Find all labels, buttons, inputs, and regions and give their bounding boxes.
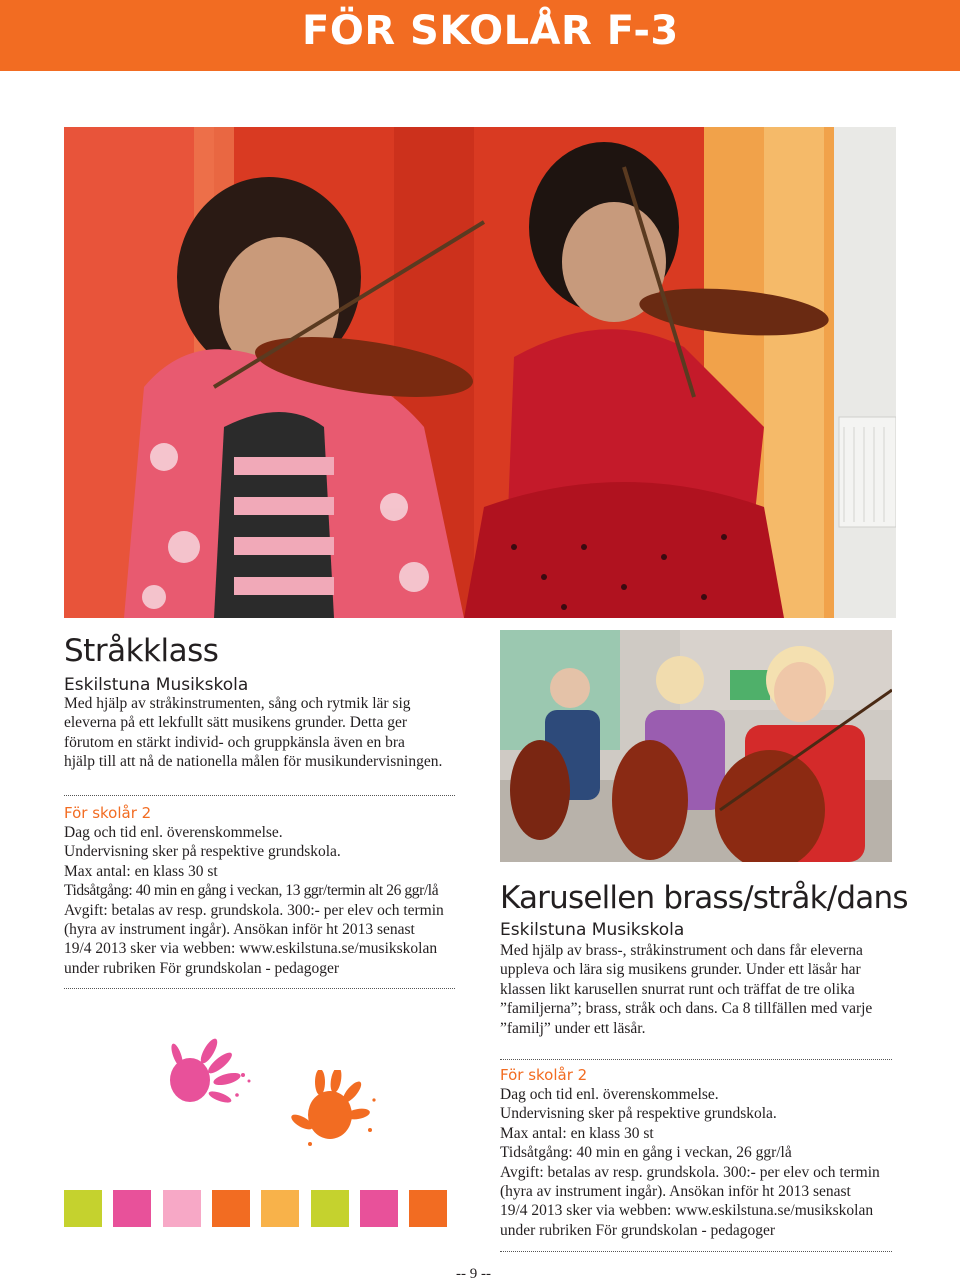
section-details [500, 1085, 880, 1240]
color-swatch [64, 1190, 102, 1227]
detail-line: Dag och tid enl. överenskommelse. [500, 1086, 719, 1103]
detail-line: (hyra av instrument ingår). Ansökan inför ht 2013 senast [64, 921, 415, 939]
violin-girls-photo [64, 127, 896, 618]
detail-line: (hyra av instrument ingår). Ansökan inför ht 2013 senast [500, 1183, 851, 1201]
section-title-strakklass: Stråkklass [64, 633, 219, 669]
grade-label: För skolår 2 [500, 1066, 588, 1084]
intro-line: eleverna på ett lekfullt sätt musikens grunder. Detta ger [64, 714, 408, 732]
intro-line: ”familj” under ett läsår. [500, 1019, 646, 1037]
color-swatch [261, 1190, 299, 1227]
page-number: -- 9 -- [456, 1266, 491, 1282]
detail-line: Undervisning sker på respektive grundskola. [500, 1105, 777, 1123]
intro-line: Med hjälp av stråkinstrumenten, sång och rytmik lär sig [64, 695, 411, 712]
color-swatch [360, 1190, 398, 1227]
detail-line: Undervisning sker på respektive grundskola. [64, 843, 341, 861]
section-intro [64, 694, 442, 772]
pink-handprint-icon [165, 1035, 257, 1110]
section-intro [500, 941, 872, 1038]
color-swatch [311, 1190, 349, 1227]
color-swatch [113, 1190, 151, 1227]
detail-line: 19/4 2013 sker via webben: www.eskilstuna.se/musikskolan [64, 940, 438, 958]
dotted-divider [500, 1251, 892, 1253]
dotted-divider [500, 1059, 892, 1061]
detail-line: Max antal: en klass 30 st [500, 1124, 654, 1142]
page-title: FÖR SKOLÅR F-3 [302, 8, 679, 54]
orange-handprint-icon [290, 1070, 382, 1150]
detail-line: Max antal: en klass 30 st [64, 862, 218, 880]
intro-line: förutom en stärkt individ- och gruppkänsla även en bra [64, 733, 405, 751]
detail-line: under rubriken För grundskolan - pedagoger [64, 959, 340, 977]
intro-line: Med hjälp av brass-, stråkinstrument och dans får eleverna [500, 942, 863, 959]
section-subtitle: Eskilstuna Musikskola [64, 675, 249, 695]
section-title-karusellen: Karusellen brass/stråk/dans [500, 880, 908, 916]
detail-line: Tidsåtgång: 40 min en gång i veckan, 26 ggr/lå [500, 1144, 792, 1162]
detail-line: Avgift: betalas av resp. grundskola. 300:- per elev och termin [500, 1163, 880, 1181]
color-swatch [212, 1190, 250, 1227]
section-subtitle: Eskilstuna Musikskola [500, 920, 685, 940]
detail-line: under rubriken För grundskolan - pedagoger [500, 1221, 776, 1239]
detail-line: Dag och tid enl. överenskommelse. [64, 824, 283, 841]
section-details [64, 823, 444, 978]
detail-line: 19/4 2013 sker via webben: www.eskilstuna.se/musikskolan [500, 1202, 874, 1220]
grade-label: För skolår 2 [64, 804, 152, 822]
intro-line: ”familjerna”; brass, stråk och dans. Ca 8 tillfällen med varje [500, 1000, 873, 1018]
detail-line: Avgift: betalas av resp. grundskola. 300:- per elev och termin [64, 901, 444, 919]
intro-line: uppleva och lära sig musikens grunder. Under ett läsår har [500, 961, 861, 979]
detail-line: Tidsåtgång: 40 min en gång i veckan, 13 ggr/termin alt 26 ggr/lå [64, 882, 439, 900]
color-swatch [409, 1190, 447, 1227]
cello-children-photo [500, 630, 892, 862]
dotted-divider [64, 988, 455, 990]
color-swatch [163, 1190, 201, 1227]
intro-line: hjälp till att nå de nationella målen för musikundervisningen. [64, 753, 443, 771]
dotted-divider [64, 795, 455, 797]
intro-line: klassen likt karusellen snurrat runt och träffat de tre olika [500, 980, 855, 998]
